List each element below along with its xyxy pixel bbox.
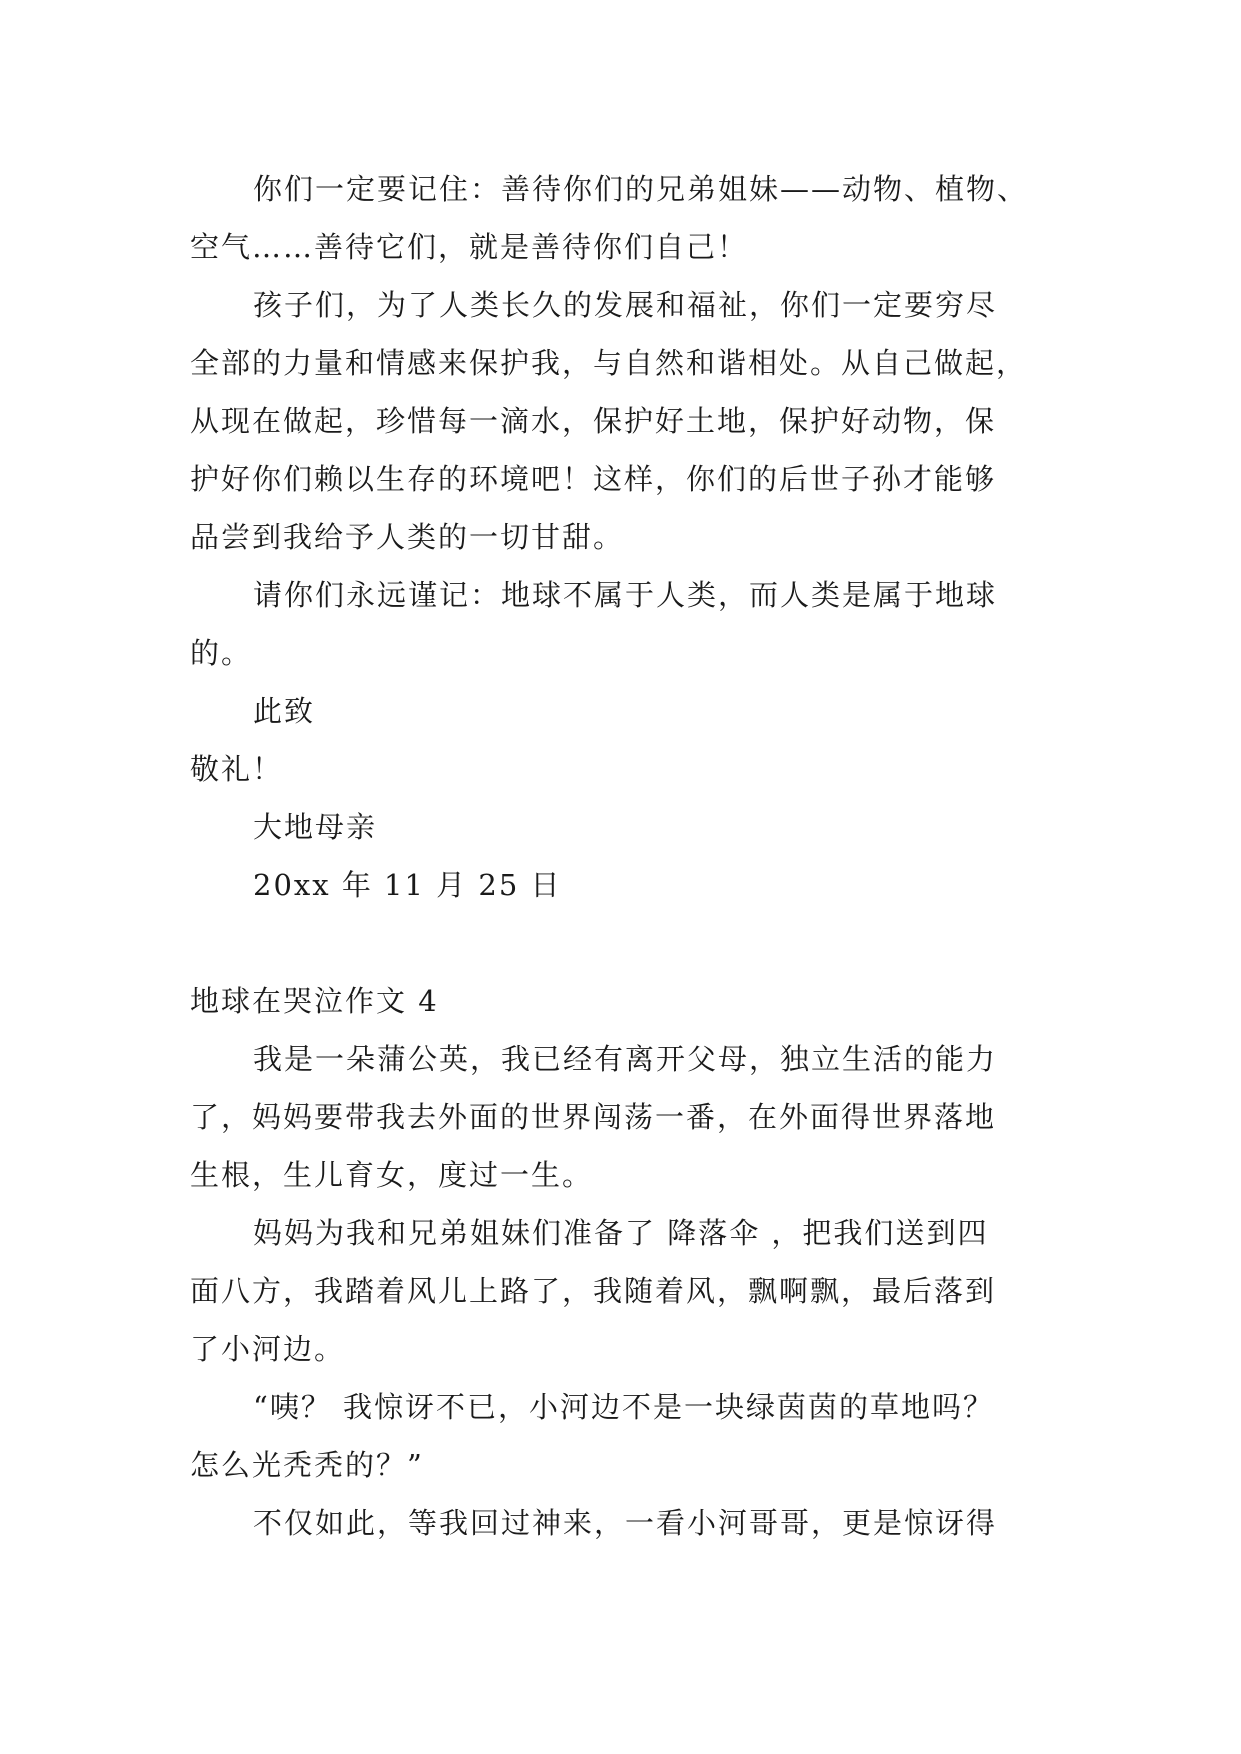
section-gap (190, 914, 1050, 972)
closing-respect: 敬礼！ (190, 752, 284, 786)
signature: 大地母亲 (253, 810, 378, 844)
paragraph-line: 了，妈妈要带我去外面的世界闯荡一番，在外面得世界落地 (190, 1100, 997, 1134)
paragraph-line: 的。 (190, 636, 253, 670)
paragraph-line: 从现在做起，珍惜每一滴水，保护好土地，保护好动物，保 (190, 404, 997, 438)
paragraph-line: 了小河边。 (190, 1332, 346, 1366)
paragraph-line: 不仅如此，等我回过神来，一看小河哥哥，更是惊讶得 (253, 1506, 998, 1540)
paragraph-line: 面八方，我踏着风儿上路了，我随着风，飘啊飘，最后落到 (190, 1274, 997, 1308)
document-body (190, 160, 1050, 1552)
paragraph-line: 孩子们，为了人类长久的发展和福祉，你们一定要穷尽 (253, 288, 998, 322)
paragraph-line: 生根，生儿育女，度过一生。 (190, 1158, 594, 1192)
paragraph-line: 品尝到我给予人类的一切甘甜。 (190, 520, 625, 554)
paragraph-line: 我是一朵蒲公英，我已经有离开父母，独立生活的能力 (253, 1042, 998, 1076)
section-title: 地球在哭泣作文 4 (190, 984, 439, 1018)
paragraph-line: 护好你们赖以生存的环境吧！这样，你们的后世子孙才能够 (190, 462, 997, 496)
closing-salutation: 此致 (253, 694, 316, 728)
paragraph-line: 妈妈为我和兄弟姐妹们准备了 降落伞 ，把我们送到四 (253, 1216, 989, 1250)
paragraph-line: 空气……善待它们，就是善待你们自己！ (190, 230, 749, 264)
paragraph-line: 你们一定要记住：善待你们的兄弟姐妹——动物、植物、 (253, 172, 1029, 206)
paragraph-line: 请你们永远谨记：地球不属于人类，而人类是属于地球 (253, 578, 998, 612)
paragraph-line: 全部的力量和情感来保护我，与自然和谐相处。从自己做起， (190, 346, 1028, 380)
letter-date: 20xx 年 11 月 25 日 (253, 868, 562, 902)
paragraph-line: 怎么光秃秃的？” (190, 1448, 424, 1482)
paragraph-line: “咦？ 我惊讶不已，小河边不是一块绿茵茵的草地吗？ (253, 1390, 995, 1424)
